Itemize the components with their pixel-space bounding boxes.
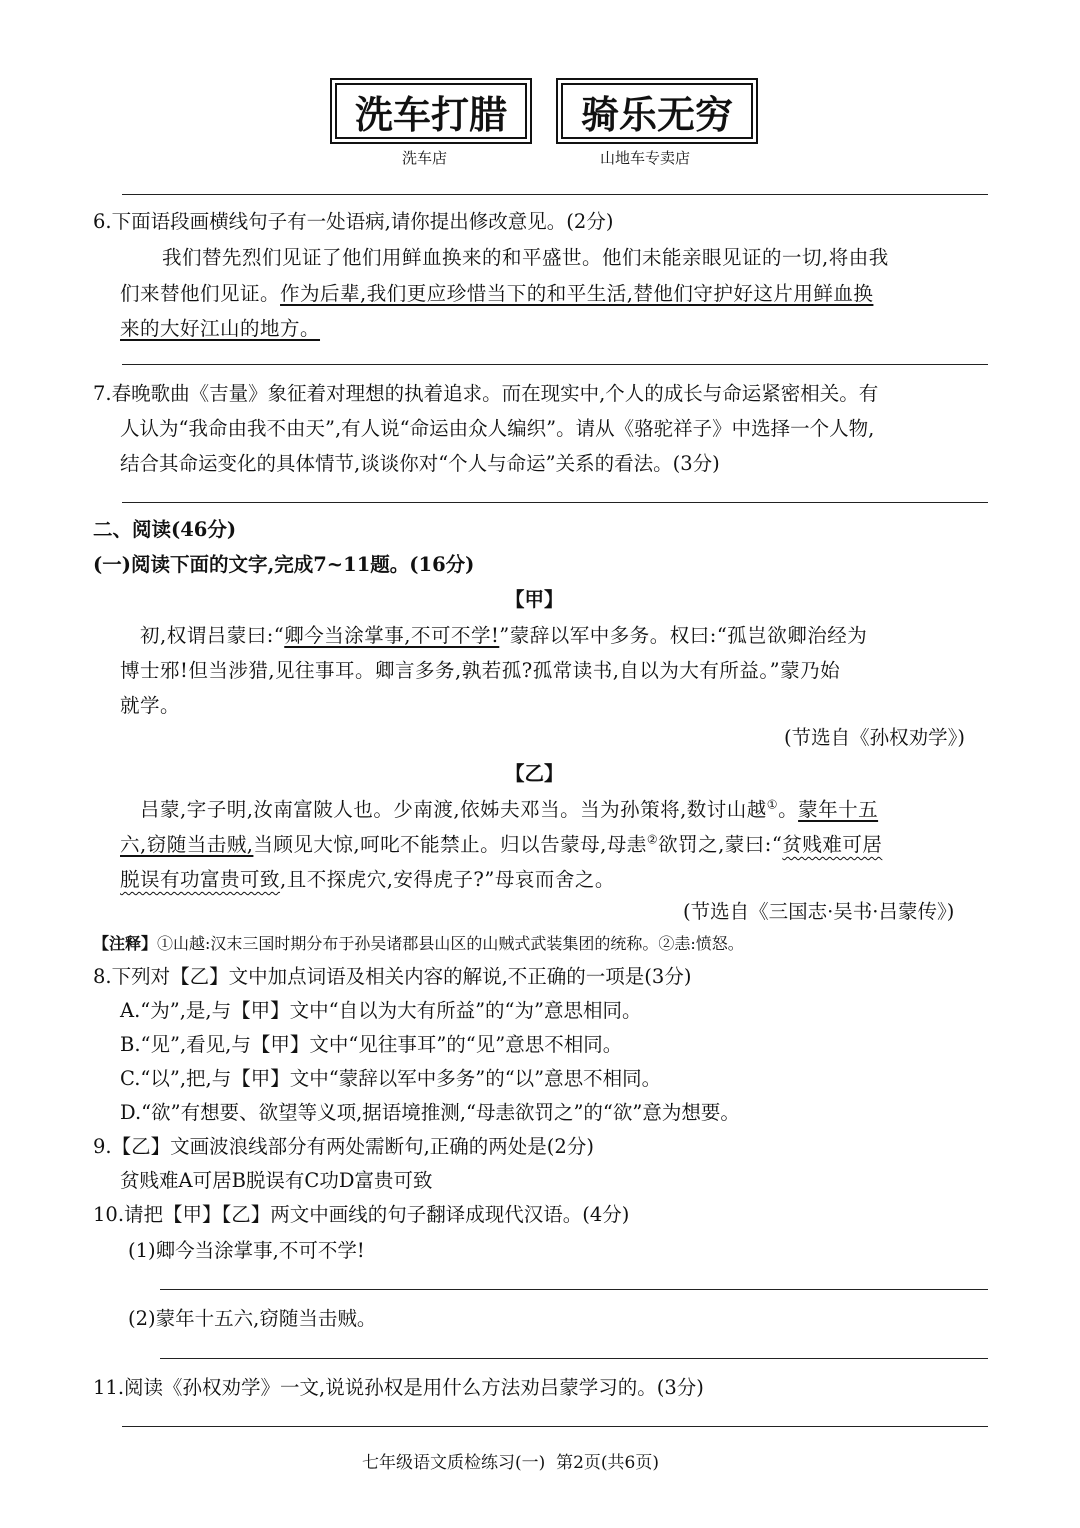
sign-car-wash-caption: 洗车店 [402, 149, 448, 167]
annotation-text: ①山越:汉末三国时期分布于孙吴诸郡县山区的山贼式武装集团的统称。②恚:愤怒。 [157, 934, 744, 953]
sign-bike-shop-caption: 山地车专卖店 [600, 149, 691, 167]
answer-line-10-1 [160, 1289, 988, 1290]
passage-yi-heading: 【乙】 [505, 762, 564, 785]
passage-jia-line-3: 就学。 [120, 694, 181, 717]
yi-wavy-sentence-a: 贫贱难可居 [782, 833, 883, 856]
q8-option-a: A.“为”,是,与【甲】文中“自以为大有所益”的“为”意思相同。 [120, 999, 642, 1022]
sign-car-wash [330, 78, 532, 144]
answer-line-10-2 [160, 1358, 988, 1359]
q10-sentence-1: (1)卿今当涂掌事,不可不学! [128, 1239, 365, 1262]
passage-yi-source: (节选自《三国志·吴书·吕蒙传》) [683, 900, 955, 923]
q6-passage-line-2 [120, 278, 873, 306]
q6-underlined-sentence-b: 来的大好江山的地方。 [120, 317, 321, 340]
q10-sentence-2: (2)蒙年十五六,窃随当击贼。 [128, 1307, 377, 1330]
passage-jia-line-2: 博士邪!但当涉猎,见往事耳。卿言多务,孰若孤?孤常读书,自以为大有所益。”蒙乃始 [120, 659, 841, 682]
yi-underlined-sentence-a: 蒙年十五 [798, 798, 879, 821]
passage-yi-line-3: 脱误有功富贵可致,且不探虎穴,安得虎子?”母哀而舍之。 [120, 868, 615, 891]
q8-option-d: D.“欲”有想要、欲望等义项,据语境推测,“母恚欲罚之”的“欲”意为想要。 [120, 1101, 740, 1124]
q7-line-3: 结合其命运变化的具体情节,谈谈你对“个人与命运”关系的看法。(3分) [120, 452, 720, 475]
q7-line-1: 7.春晚歌曲《吉量》象征着对理想的执着追求。而在现实中,个人的成长与命运紧密相关。有 [93, 382, 879, 405]
q10-stem: 10.请把【甲】【乙】两文中画线的句子翻译成现代汉语。(4分) [93, 1203, 630, 1226]
passage-yi-line-2: 六,窃随当击贼,当顾见大惊,呵叱不能禁止。归以告蒙母,母恚②欲罚之,蒙曰:“贫贱难可居 [120, 832, 883, 856]
footnote-ref-2: ② [646, 832, 659, 847]
passage-yi-line-1: 吕蒙,字子明,汝南富陂人也。少南渡,依姊夫邓当。当为孙策将,数讨山越①。蒙年十五 [140, 797, 879, 821]
footnote-ref-1: ① [766, 797, 779, 812]
q6-underlined-sentence-a: 作为后辈,我们更应珍惜当下的和平生活,替他们守护好这片用鲜血换 [280, 282, 874, 305]
sign-bike-shop-text: 骑乐无穷 [580, 91, 733, 137]
q8-option-c: C.“以”,把,与【甲】文中“蒙辞以军中多务”的“以”意思不相同。 [120, 1067, 662, 1090]
passage-jia-line-1: 初,权谓吕蒙曰:“卿今当涂掌事,不可不学!”蒙辞以军中多务。权曰:“孤岂欲卿治经为 [140, 624, 868, 647]
q11-stem: 11.阅读《孙权劝学》一文,说说孙权是用什么方法劝吕蒙学习的。(3分) [93, 1376, 704, 1399]
q9-sentence: 贫贱难A可居B脱误有C功D富贵可致 [120, 1169, 433, 1192]
jia-underlined-sentence: 卿今当涂掌事,不可不学! [284, 624, 500, 647]
q6-passage-line-1: 我们替先烈们见证了他们用鲜血换来的和平盛世。他们未能亲眼见证的一切,将由我 [162, 246, 889, 269]
yi-wavy-sentence-b: 脱误有功富贵可致 [120, 868, 281, 891]
sign-bike-shop [556, 78, 758, 144]
answer-line-6 [122, 364, 988, 365]
answer-line-11 [122, 1426, 988, 1427]
yi-underlined-sentence-b: 六,窃随当击贼, [120, 833, 254, 856]
annotation-note [93, 931, 744, 954]
q7-line-2: 人认为“我命由我不由天”,有人说“命运由众人编织”。请从《骆驼祥子》中选择一个人物, [120, 417, 875, 440]
passage-jia-source: (节选自《孙权劝学》) [784, 726, 965, 749]
section-reading-title: 二、阅读(46分) [93, 518, 237, 541]
q9-stem: 9.【乙】文画波浪线部分有两处需断句,正确的两处是(2分) [93, 1135, 594, 1158]
q6-passage-plain: 们来替他们见证。 [120, 282, 281, 305]
answer-line-5 [122, 194, 988, 195]
page-footer: 七年级语文质检练习(一) 第2页(共6页) [362, 1453, 659, 1473]
section-reading-subtitle: (一)阅读下面的文字,完成7~11题。(16分) [93, 553, 475, 576]
q8-option-b: B.“见”,看见,与【甲】文中“见往事耳”的“见”意思不相同。 [120, 1033, 623, 1056]
sign-car-wash-text: 洗车打腊 [354, 91, 507, 137]
passage-jia-heading: 【甲】 [505, 588, 564, 611]
annotation-label: 【注释】 [93, 934, 158, 953]
q6-stem: 6.下面语段画横线句子有一处语病,请你提出修改意见。(2分) [93, 210, 614, 233]
q8-stem: 8.下列对【乙】文中加点词语及相关内容的解说,不正确的一项是(3分) [93, 965, 692, 988]
answer-line-7 [122, 502, 988, 503]
